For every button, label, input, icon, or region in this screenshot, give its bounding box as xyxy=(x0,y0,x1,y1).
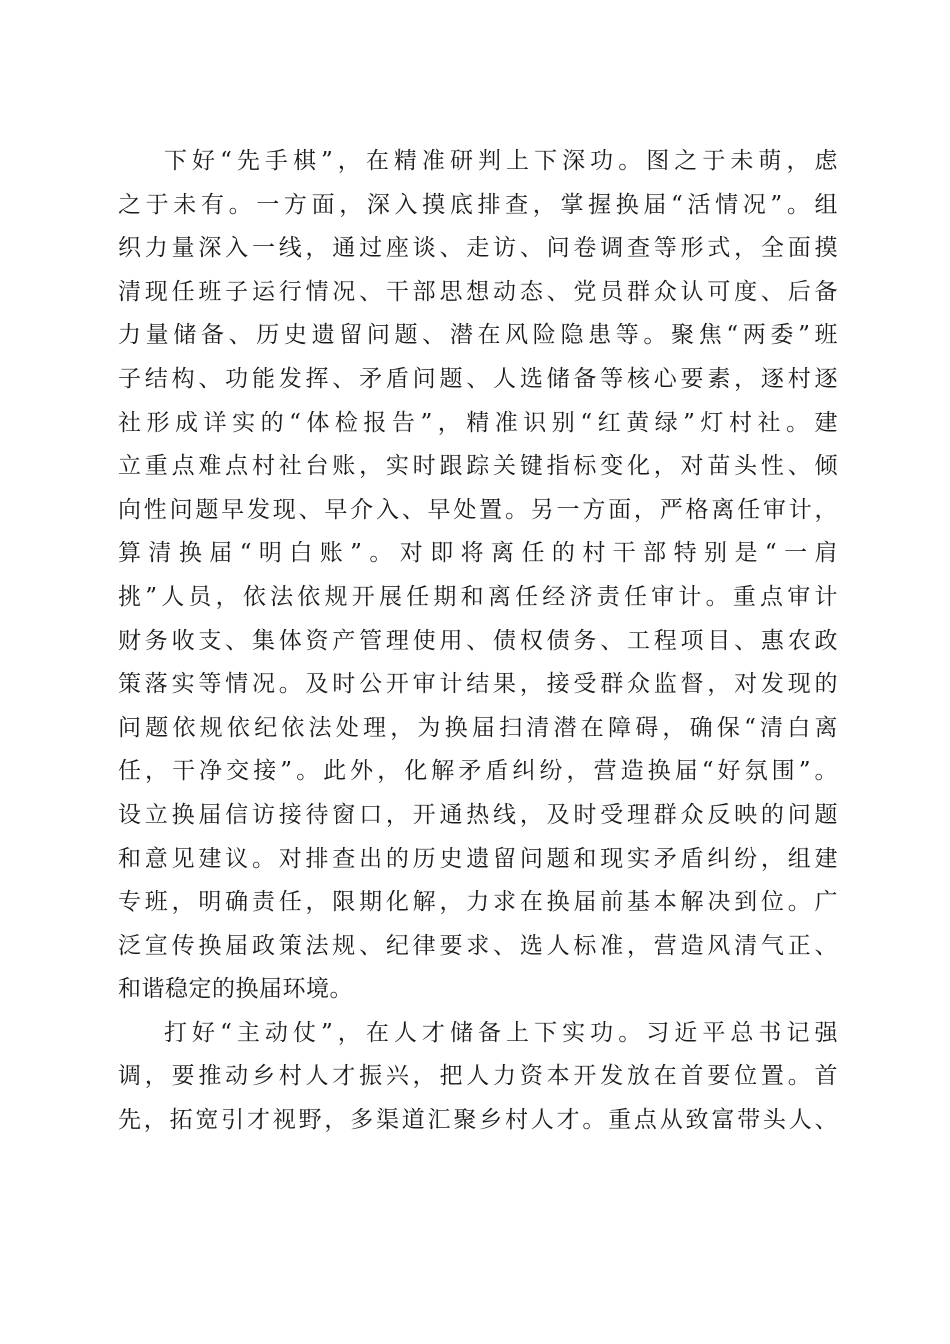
text-line: 向性问题早发现、早介入、早处置。另一方面，严格离任审计， xyxy=(118,496,838,523)
text-line: 设立换届信访接待窗口，开通热线，及时受理群众反映的问题 xyxy=(118,801,838,828)
text-line: 任，干净交接”。此外，化解矛盾纠纷，营造换届“好氛围”。 xyxy=(118,758,838,785)
text-line: 财务收支、集体资产管理使用、债权债务、工程项目、惠农政 xyxy=(118,627,838,654)
text-line: 子结构、功能发挥、矛盾问题、人选储备等核心要素，逐村逐 xyxy=(118,365,838,392)
text-line: 之于未有。一方面，深入摸底排查，掌握换届“活情况”。组 xyxy=(118,191,838,218)
paragraph-first-line: 下好“先手棋”，在精准研判上下深功。图之于未萌，虑 xyxy=(164,148,838,174)
text-line: 问题依规依纪依法处理，为换届扫清潜在障碍，确保“清白离 xyxy=(118,714,838,741)
paragraph-first-line: 打好“主动仗”，在人才储备上下实功。习近平总书记强 xyxy=(164,1019,838,1046)
text-line: 泛宣传换届政策法规、纪律要求、选人标准，营造风清气正、 xyxy=(118,932,838,959)
text-line: 专班，明确责任，限期化解，力求在换届前基本解决到位。广 xyxy=(118,889,838,916)
text-line: 调，要推动乡村人才振兴，把人力资本开发放在首要位置。首 xyxy=(118,1063,838,1090)
text-line: 织力量深入一线，通过座谈、走访、问卷调查等形式，全面摸 xyxy=(118,235,838,262)
text-line: 力量储备、历史遗留问题、潜在风险隐患等。聚焦“两委”班 xyxy=(118,322,838,349)
document-body xyxy=(118,140,838,1143)
text-line: 算清换届“明白账”。对即将离任的村干部特别是“一肩 xyxy=(118,540,838,567)
text-line: 和意见建议。对排查出的历史遗留问题和现实矛盾纠纷，组建 xyxy=(118,845,838,872)
text-line: 清现任班子运行情况、干部思想动态、党员群众认可度、后备 xyxy=(118,278,838,305)
text-line: 立重点难点村社台账，实时跟踪关键指标变化，对苗头性、倾 xyxy=(118,453,838,480)
text-line: 社形成详实的“体检报告”，精准识别“红黄绿”灯村社。建 xyxy=(118,409,838,436)
text-line: 策落实等情况。及时公开审计结果，接受群众监督，对发现的 xyxy=(118,671,838,698)
text-line: 挑”人员，依法依规开展任期和离任经济责任审计。重点审计 xyxy=(118,583,838,610)
text-line: 和谐稳定的换届环境。 xyxy=(118,976,353,1003)
text-line: 先，拓宽引才视野，多渠道汇聚乡村人才。重点从致富带头人、 xyxy=(118,1107,838,1134)
